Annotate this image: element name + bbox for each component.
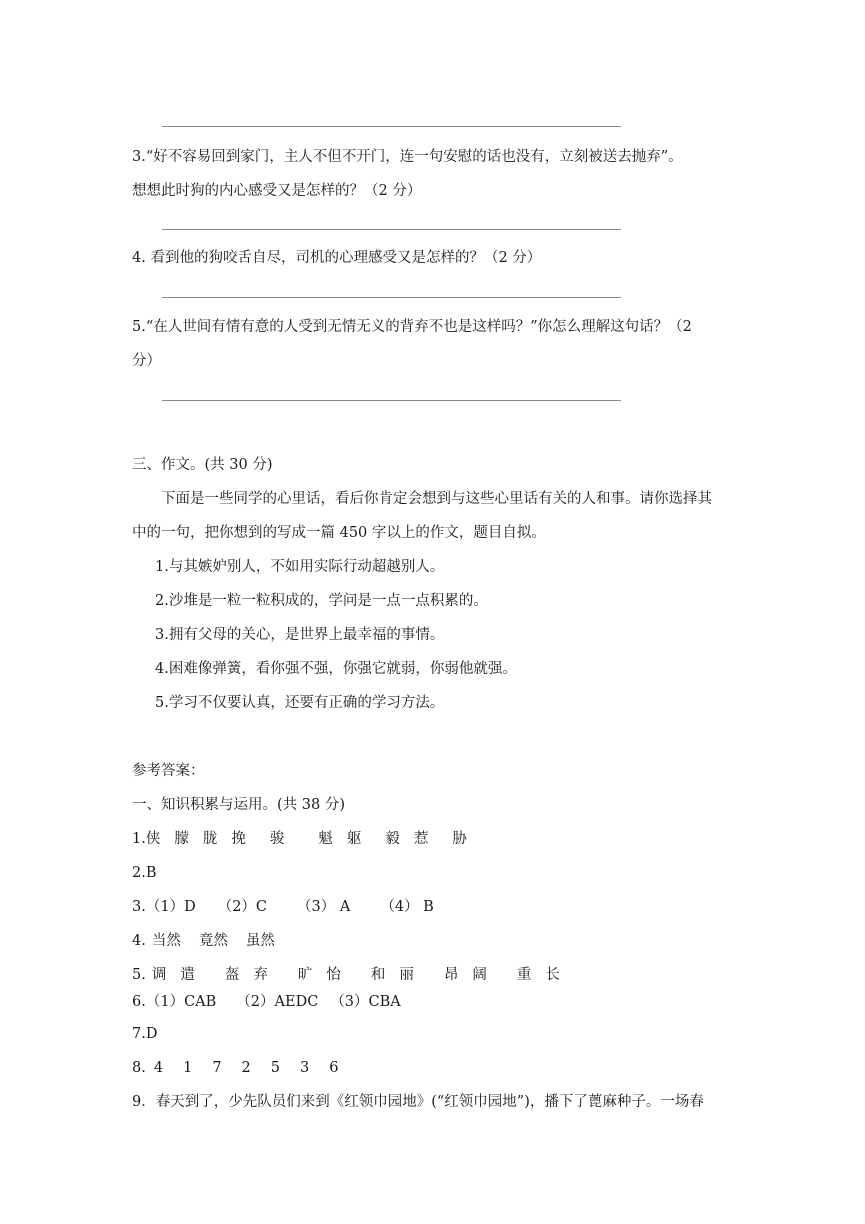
answer-item: 怡 bbox=[326, 967, 341, 983]
answer-number: 5. bbox=[132, 967, 146, 983]
answer-2: 2.B bbox=[132, 865, 157, 881]
answer-item: 竟然 bbox=[198, 933, 228, 949]
answer-6 bbox=[132, 993, 401, 1011]
answer-item: 3 bbox=[300, 1060, 310, 1076]
answers-section-1-heading: 一、知识积累与运用。(共 38 分) bbox=[132, 797, 345, 813]
answer-item: （3）CBA bbox=[330, 994, 401, 1010]
answer-item: （2）AEDC bbox=[236, 994, 319, 1010]
answer-item: 昂 bbox=[443, 967, 459, 983]
section-3-intro-line-2: 中的一句，把你想到的写成一篇 450 字以上的作文，题目自拟。 bbox=[132, 525, 546, 541]
answers-title: 参考答案： bbox=[132, 763, 205, 779]
composition-option: 4.困难像弹簧，看你强不强，你强它就弱，你弱他就强。 bbox=[155, 661, 517, 677]
answer-item: 1 bbox=[183, 1060, 193, 1076]
answer-line[interactable] bbox=[162, 400, 621, 401]
answer-item: 阔 bbox=[472, 967, 487, 983]
answer-item: 遣 bbox=[180, 967, 195, 983]
section-3-heading: 三、作文。(共 30 分) bbox=[132, 457, 273, 473]
question-3-line-2: 想想此时狗的内心感受又是怎样的？（2 分） bbox=[132, 183, 422, 199]
question-5-line-2: 分） bbox=[132, 353, 161, 369]
answer-8 bbox=[132, 1059, 338, 1077]
answer-number: 6. bbox=[132, 994, 146, 1010]
answer-number: 1. bbox=[132, 831, 146, 847]
answer-item: 胧 bbox=[202, 831, 218, 847]
composition-option: 2.沙堆是一粒一粒积成的，学问是一点一点积累的。 bbox=[155, 593, 488, 609]
answer-item: 侠 bbox=[145, 831, 161, 847]
answer-line[interactable] bbox=[162, 229, 621, 230]
answer-number: 8. bbox=[132, 1060, 146, 1076]
answer-item: （1）D bbox=[145, 899, 196, 915]
answer-item: 胁 bbox=[452, 831, 467, 847]
answer-item: （3） A bbox=[297, 899, 351, 915]
answer-item: 长 bbox=[545, 967, 560, 983]
answer-item: （2）C bbox=[217, 899, 268, 915]
answer-number: 3. bbox=[132, 899, 146, 915]
answer-item: 4 bbox=[153, 1060, 164, 1076]
answer-item: 朦 bbox=[174, 831, 189, 847]
answer-item: 弃 bbox=[253, 967, 268, 983]
answer-item: 躯 bbox=[346, 831, 362, 847]
answer-item: 5 bbox=[270, 1060, 281, 1076]
answer-item: 调 bbox=[151, 967, 167, 983]
composition-option: 5.学习不仅要认真，还要有正确的学习方法。 bbox=[155, 695, 445, 711]
answer-item: （1）CAB bbox=[145, 994, 217, 1010]
answer-line[interactable] bbox=[162, 126, 621, 127]
answer-item: 重 bbox=[516, 967, 532, 983]
answer-item: 骏 bbox=[269, 831, 285, 847]
answer-item: 盔 bbox=[224, 967, 240, 983]
answer-9: 9．春天到了，少先队员们来到《红领巾园地》(“红领巾园地”)，播下了蓖麻种子。一场春 bbox=[132, 1094, 704, 1110]
answer-item: 丽 bbox=[399, 967, 414, 983]
answer-number: 4. bbox=[132, 933, 146, 949]
answer-4 bbox=[132, 932, 275, 950]
answer-7: 7.D bbox=[132, 1026, 158, 1042]
answer-item: 7 bbox=[212, 1060, 222, 1076]
question-4: 4. 看到他的狗咬舌自尽，司机的心理感受又是怎样的？（2 分） bbox=[132, 250, 542, 266]
question-5-line-1: 5.“在人世间有情有意的人受到无情无义的背弃不也是这样吗？”你怎么理解这句话？（2 bbox=[132, 319, 692, 335]
answer-item: 和 bbox=[370, 967, 386, 983]
answer-line[interactable] bbox=[162, 297, 621, 298]
answer-item: 6 bbox=[329, 1060, 339, 1076]
answer-item: （4） B bbox=[380, 899, 434, 915]
composition-option: 3.拥有父母的关心，是世界上最幸福的事情。 bbox=[155, 627, 445, 643]
composition-option: 1.与其嫉妒别人，不如用实际行动超越别人。 bbox=[155, 559, 445, 575]
answer-item: 毅 bbox=[385, 831, 400, 847]
answer-item: 挽 bbox=[231, 831, 246, 847]
section-3-intro-line-1: 下面是一些同学的心里话，看后你肯定会想到与这些心里话有关的人和事。请你选择其 bbox=[161, 491, 712, 507]
answer-item: 虽然 bbox=[245, 933, 275, 949]
answer-item: 当然 bbox=[151, 933, 181, 949]
answer-item: 魁 bbox=[318, 831, 333, 847]
answer-item: 旷 bbox=[297, 967, 313, 983]
answer-item: 惹 bbox=[413, 831, 429, 847]
answer-item: 2 bbox=[241, 1060, 251, 1076]
answer-3 bbox=[132, 898, 434, 916]
answer-1 bbox=[132, 830, 467, 848]
answer-5 bbox=[132, 966, 560, 984]
question-3-line-1: 3.“好不容易回到家门，主人不但不开门，连一句安慰的话也没有，立刻被送去抛弃”。 bbox=[132, 149, 683, 165]
